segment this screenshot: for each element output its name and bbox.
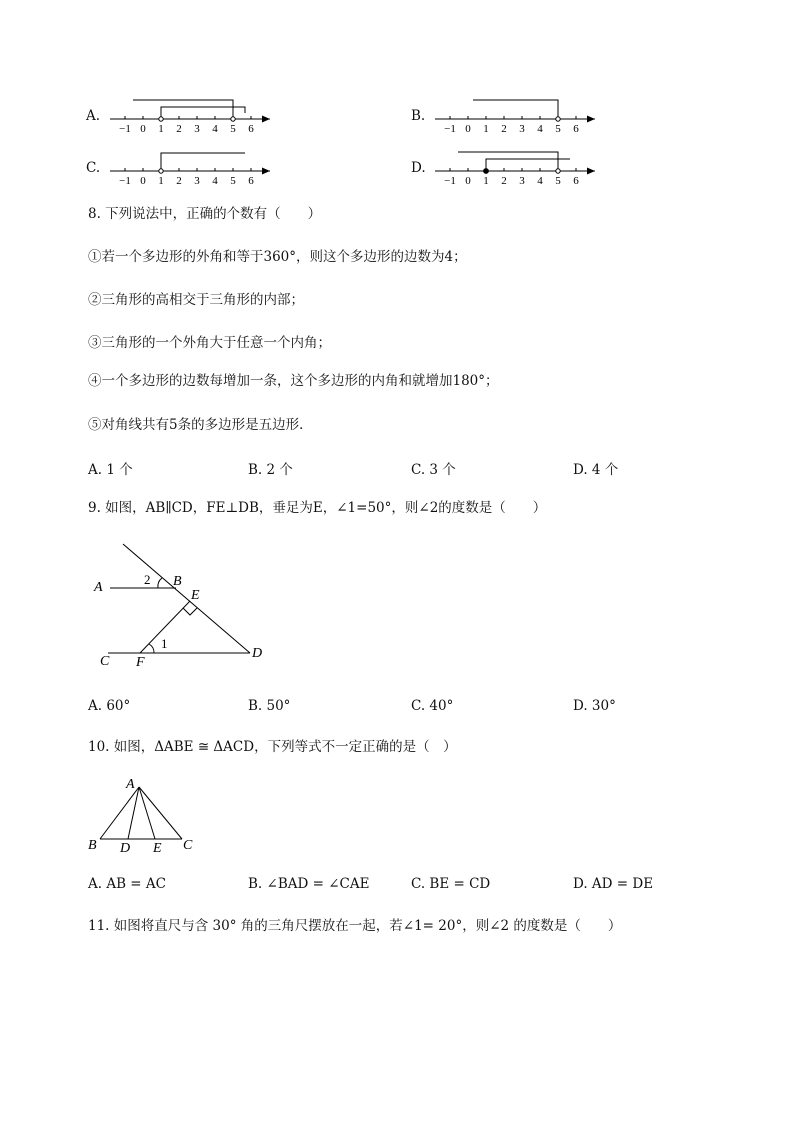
option-letter: A. [86, 108, 101, 124]
segment-ac [139, 787, 182, 839]
angle-2-arc [158, 578, 162, 588]
q10-figure [85, 775, 200, 855]
tick-label: 6 [248, 123, 254, 135]
q9-figure [88, 535, 278, 670]
tick-label: 0 [140, 175, 146, 187]
tick-label: 1 [483, 123, 489, 135]
tick-label: 5 [555, 175, 561, 187]
number-line-axis [435, 168, 595, 188]
option-letter: B. [411, 108, 426, 124]
label-angle-2: 2 [144, 572, 151, 587]
tick-label: 4 [212, 123, 218, 135]
axis-arrow [262, 116, 270, 123]
tick-label: 1 [158, 175, 164, 187]
q8-statement-3: ③三角形的一个外角大于任意一个内角； [88, 335, 331, 351]
axis-arrow [587, 168, 595, 175]
tick-label: 1 [158, 123, 164, 135]
q8-option-b: B. 2 个 [248, 462, 293, 478]
q10-option-b: B. ∠BAD = ∠CAE [248, 876, 370, 892]
q8-option-c: C. 3 个 [411, 462, 456, 478]
tick-label: 3 [519, 175, 525, 187]
q8-option-a: A. 1 个 [88, 462, 133, 478]
tick-label: 4 [212, 175, 218, 187]
tick-label: 2 [501, 175, 507, 187]
tick-label: −1 [444, 175, 456, 187]
tick-label: −1 [119, 123, 131, 135]
tick-label: 6 [573, 123, 579, 135]
q8-statement-1: ①若一个多边形的外角和等于360°，则这个多边形的边数为4； [88, 249, 467, 265]
q9-option-b: B. 50° [248, 698, 291, 714]
right-angle-mark [183, 608, 197, 615]
number-line-c [108, 147, 278, 187]
axis-arrow [587, 116, 595, 123]
line-bd [123, 544, 250, 653]
label-e: E [153, 841, 162, 855]
option-letter: D. [411, 160, 426, 176]
q8-statement-5: ⑤对角线共有5条的多边形是五边形． [88, 417, 313, 433]
label-d: D [252, 646, 263, 661]
number-line-axis [110, 168, 270, 188]
tick-label: 3 [194, 123, 200, 135]
label-b: B [88, 838, 97, 853]
q8-stem: 8. 下列说法中，正确的个数有（ ） [88, 206, 322, 222]
label-a: A [94, 580, 103, 595]
q9-option-a: A. 60° [88, 698, 131, 714]
axis-arrow [262, 168, 270, 175]
label-d: D [120, 841, 131, 855]
q10-option-a: A. AB = AC [88, 876, 166, 892]
tick-label: 0 [140, 123, 146, 135]
q10-stem: 10. 如图，ΔABE ≅ ΔACD，下列等式不一定正确的是（ ） [88, 739, 457, 755]
number-line-a [108, 95, 278, 135]
tick-label: 2 [176, 123, 182, 135]
q8-statement-2: ②三角形的高相交于三角形的内部； [88, 292, 304, 308]
number-line-axis [110, 116, 270, 136]
tick-label: −1 [444, 123, 456, 135]
label-e: E [191, 588, 200, 603]
q9-stem: 9. 如图，AB∥CD，FE⊥DB，垂足为E，∠1=50°，则∠2的度数是（ ） [88, 500, 547, 516]
q10-option-c: C. BE = CD [411, 876, 491, 892]
tick-label: 4 [537, 123, 543, 135]
number-line-axis [435, 116, 595, 136]
tick-label: 0 [465, 175, 471, 187]
q10-option-d: D. AD = DE [573, 876, 654, 892]
tick-label: −1 [119, 175, 131, 187]
tick-label: 2 [501, 123, 507, 135]
tick-label: 6 [573, 175, 579, 187]
segment-ae [139, 787, 155, 839]
label-f: F [136, 655, 145, 670]
tick-label: 5 [555, 123, 561, 135]
tick-label: 6 [248, 175, 254, 187]
q8-statement-4: ④一个多边形的边数每增加一条，这个多边形的内角和就增加180°； [88, 373, 499, 389]
option-letter: C. [86, 160, 101, 176]
q9-option-d: D. 30° [573, 698, 616, 714]
tick-label: 4 [537, 175, 543, 187]
tick-label: 0 [465, 123, 471, 135]
q11-stem: 11. 如图将直尺与含 30° 角的三角尺摆放在一起，若∠1= 20°，则∠2 的度数是（ ） [88, 918, 622, 934]
tick-label: 5 [230, 175, 236, 187]
label-angle-1: 1 [161, 636, 168, 651]
label-a: A [126, 777, 135, 792]
label-b: B [173, 574, 182, 589]
number-line-d [433, 147, 603, 187]
angle-1-arc [149, 644, 154, 653]
q8-option-d: D. 4 个 [573, 462, 619, 478]
label-c: C [100, 654, 110, 669]
number-line-b [433, 95, 603, 135]
tick-label: 2 [176, 175, 182, 187]
tick-label: 3 [194, 175, 200, 187]
tick-label: 5 [230, 123, 236, 135]
tick-label: 3 [519, 123, 525, 135]
label-c: C [183, 838, 193, 853]
tick-label: 1 [483, 175, 489, 187]
q9-option-c: C. 40° [411, 698, 454, 714]
